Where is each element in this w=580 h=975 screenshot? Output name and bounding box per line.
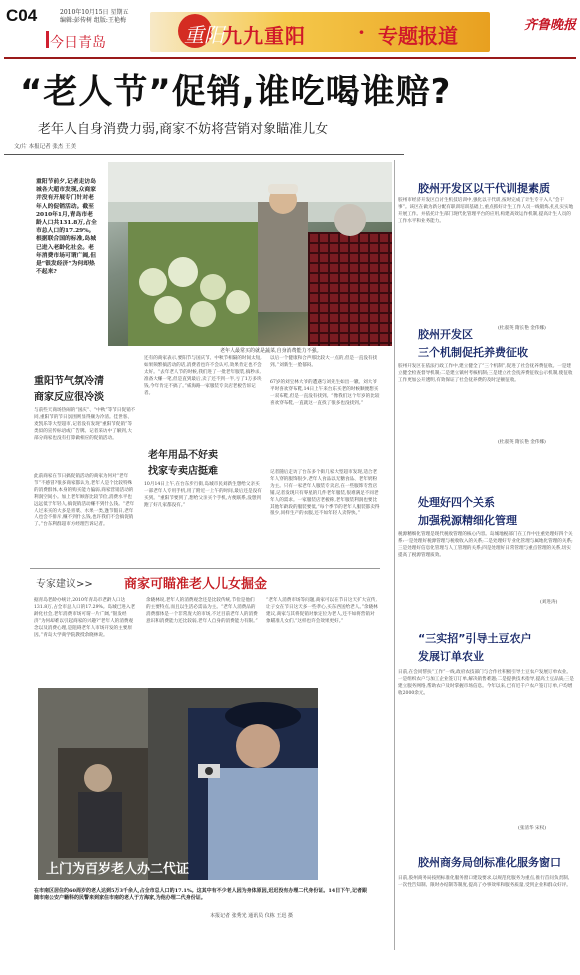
article-body-commerce: 日前,胶州商务局按照标准化服务窗口建设要求,以规范化服务为重点,推行首问负责制、一次性告知制、限时办结制等制度,提高了办事效率和服务质量,受到企业和群众好评。: [398, 876, 573, 888]
expert-rule: [30, 568, 380, 569]
section-marker: [46, 31, 49, 48]
article-title-orders: 发展订单农业: [418, 650, 484, 663]
subhead-products: 老年用品不好卖: [148, 450, 218, 461]
editor-line: 编辑:彭传树 组版:王艳梅: [60, 17, 126, 24]
expert-body-1: 据青岛老龄办统计,2010年青岛市老龄人口达131.8万,占全市总人口的17.29%。岛城已进入老龄化社会,老年消费市场可谓一片广阔,“银发经济”为何却难以引起商家的兴趣?“老年人的消费观念以及消费心理,是阻碍老年人市场开发的主要原因。”青岛大学商学院教授余晓林说。: [34, 598, 136, 638]
left-body-1: 与前些天商场热闹的“国庆”、“中秋”等节日促销不同,重阳节的节日氛围则显得颇为冷清。佳世客、麦凯乐等大型超市,记者没有发现“重阳节促销”等类似的宣传标语或广告牌。记者采访中了解到,大部分商家也没有打算做相应的促销活动。: [34, 408, 136, 441]
article-title-tax: 加强税源精细化管理: [418, 514, 517, 527]
police-visit-illustration: [38, 688, 318, 880]
top-rule: [4, 57, 576, 59]
photo-caption-2: 在市南区居住的60周岁的老人达到5万3千余人,占全市总人口的17.1%。这其中有不少老人因为身体原因,迟迟没有办理二代身份证。14日下午,记者跟随市南公安户籍科的民警来到家住市南的老人于方海家,为他办理二代身份证。: [34, 888, 368, 902]
headline-rule: [4, 154, 404, 155]
article-title-four-relations: 处理好四个关系: [418, 496, 495, 509]
banner-subtitle: 专题报道: [378, 24, 458, 48]
page-number: C04: [6, 6, 38, 25]
lead-paragraph: 重阳节前夕,记者走访岛城各大超市发现,众商家并没有开展专门针对老年人的促销活动。截至2010年1月,青岛市老龄人口共131.8万,占全市总人口的17.29%。根据联合国的标准,岛城已进入老龄化社会。老年消费市场可谓广阔,但是“银发经济”为何却热不起来?: [36, 179, 97, 276]
article-body-mechanism: 胶州开发区在依法行政工作中,建立健全了“三个机制”,促进了社会抚养费征收。一是建立健全检查督导机制;二是建立镇村考核机制;三是建立社会抚养费征收公示机制,使征收工作更加公开透明,有效保证了社会抚养费的及时足额征收。: [398, 364, 573, 383]
banner-separator: ·: [358, 20, 365, 44]
photo-caption: 老年人最常买的就是蔬菜,自身消费能力不强。: [220, 348, 322, 354]
subhead-festival: 重阳节气氛冷清: [34, 376, 104, 387]
middle-body-1: 还有的商家表示,要阳节与国庆节、中秋节相隔的时间太短,如果频繁搞活动的话,消费者也许不会认可,效果肯定也不会太好。“去年老人节的时候,我们进了一批老年服装,搞秒杀,准备大赚一笔,但是直到最后,卖了还不到一半,亏了1万多块钱,今年肯定不搞了。”威海路一家服装专卖店老板告诉记者。: [144, 356, 262, 396]
article-credit-potato: (张清华 宋权): [518, 826, 547, 831]
expert-label: 专家建议>>: [36, 579, 93, 590]
third-body-1: 以后一个健康和合声那比较大一点的,但是一直没有找到。”刘新生一脸郁闷。: [270, 356, 378, 368]
article-body-tax: 税源精细化管理是现代税收管理的核心内容。岛城地税部门在工作中注重处理好四个关系:一是处理好税源管理与税收收入的关系;二是处理好专业化管理与属地化管理的关系;三是处理好信息化管理与人工管理的关系;四是处理好日常管理与重点管理的关系,切实提高了税源管理质效。: [398, 532, 573, 558]
subhead-merchants: 商家反应很冷淡: [34, 392, 104, 403]
photo-headline: 上门为百岁老人办二代证: [46, 862, 190, 877]
byline: 文/片 本报记者 张杰 王美: [14, 144, 77, 150]
photo-credit: 本报记者 张秀光 通讯员 仪栋 王迅 摄: [210, 913, 293, 919]
expert-body-2: 余晓林说,老年人的消费观念还是比较传统,节俭是他们的主要特点,而且以生活必需品为主。“老年人消费品的消费群体是一个非常庞大的市场,不过目前老年人的消费意识和消费能力还比较弱,老年人自身的消费能力有限。”: [146, 598, 258, 624]
section-name: 今日青岛: [50, 35, 106, 51]
article-title-potato: “三实招”引导土豆农户: [418, 632, 532, 645]
article-credit-mechanism: (杜淑英 隋长艳 金伟娜): [498, 440, 546, 445]
middle-body-2: 10月14日上午,在台东步行街,岛城市民刘新生想给父亲买一部老年人专用手机,用了附近一上午的时间,最后还是没有买到。“重阳节要到了,想给父亲买个手机,方便联系,没想到跑了好几家都没有。”: [144, 482, 262, 508]
main-headline: “老人节”促销,谁吃喝谁赔?: [20, 72, 452, 112]
article-credit-training: (杜淑英 隋长艳 金伟娜): [498, 326, 546, 331]
police-visit-photo: [38, 688, 318, 880]
third-body-3: 记者随后走访了台东多个街几家大型超市发现,适合老年人穿的服饰很少,老年人食品以无糖食品、老年奶粉为主。只有一家老年人服装专卖店,在一些服饰专营店铺,记者发现只有零星的几件老年服装,很难满足不同老年人的需求。一家服装店老板称,老年服装利润也要比其他年龄段的服装要低,“每个季节的老年人服装都卖得很少,同样生产的衣服,还不如年轻人卖得快。”: [270, 470, 380, 517]
subhead-shops: 找家专卖店挺难: [148, 466, 218, 477]
column-divider: [394, 160, 395, 950]
newspaper-logo: 齐鲁晚报: [524, 18, 577, 33]
article-title-mechanism: 三个机制促托养费征收: [418, 346, 528, 359]
left-body-2: 此前商家在节日搞促销活动的商家为何对“老年节”不感冒?很多商家都认为,老年人是个比较特殊的消费群体,本身的购买能力偏弱,商家营销活动的利润空间小。加上老年顾客比较节俭,消费水平也远远低于年轻人,搞促销活动赚不到什么钱。“老年人过来买的大多是青菜、水果一类,逢节假日,老年人也会不排斥,赚不到什么钱,也许我们不会搞促销了。”台东利群超市方经理告诉记者。: [34, 474, 135, 528]
expert-headline: 商家可瞄准老人儿女掘金: [124, 577, 268, 592]
article-title-devzone: 胶州开发区: [418, 328, 473, 341]
supermarket-photo: [108, 162, 392, 346]
article-body-training: 胶州市经济开发区自讨生机技培训中,强化以干代训,按时完成了计生专干入人“会干事”。该区在做为新分配有职训培训基础上,重点抓好计生工作人员一线锻炼,扎扎实实地开展工作。并依托计生部门现代化管理平台的应用,构建高效运作机制,提高计生人员的工作水平和业务能力。: [398, 198, 574, 224]
article-title-training: 胶州开发区以干代训提素质: [418, 182, 550, 195]
banner-title: 九九重阳: [222, 24, 306, 48]
article-credit-tax: (刘进涛): [540, 600, 558, 605]
third-body-2: 67岁的刘宝林大爷的遭遇与刘先生如出一辙。刘大爷平时喜欢穿布鞋,14日上午来台东买老的时候顺便想买一双布鞋,但是一直没有找到。“像我们这个年岁的比较喜欢穿布鞋,一直就这一直找了很多也没找到。”: [270, 380, 380, 406]
date-line: 2010年10月15日 星期五: [60, 9, 129, 16]
banner-seal-text: 重阳: [184, 23, 224, 47]
article-title-commerce: 胶州商务局创标准化服务窗口: [418, 856, 561, 869]
article-body-potato: 日前,在会同帮扶“工作”一线,政府农技部门与合作社积极引导土豆农户发展订单农业。一是组织农户与加工企业签订订单,解决销售难题;二是提供技术指导,提高土豆品质;三是建立服务网络,帮助农户及时掌握市场信息。今年以来,已有近千户农户签订订单,户均增收2000余元。: [398, 670, 574, 696]
supermarket-photo-illustration: [108, 162, 392, 346]
main-subheadline: 老年人自身消费力弱,商家不妨将营销对象瞄准儿女: [38, 122, 329, 137]
expert-body-3: “老年人消费市场等问题,商家可以在节日这天扩大宣传,让子女在节日这天多一些孝心,买东西送给老人。”余晓林建议,商家与其将促销对象定位为老人,还不如将营销对象瞄准儿女们,“这样也许会效果更好。”: [266, 598, 378, 624]
